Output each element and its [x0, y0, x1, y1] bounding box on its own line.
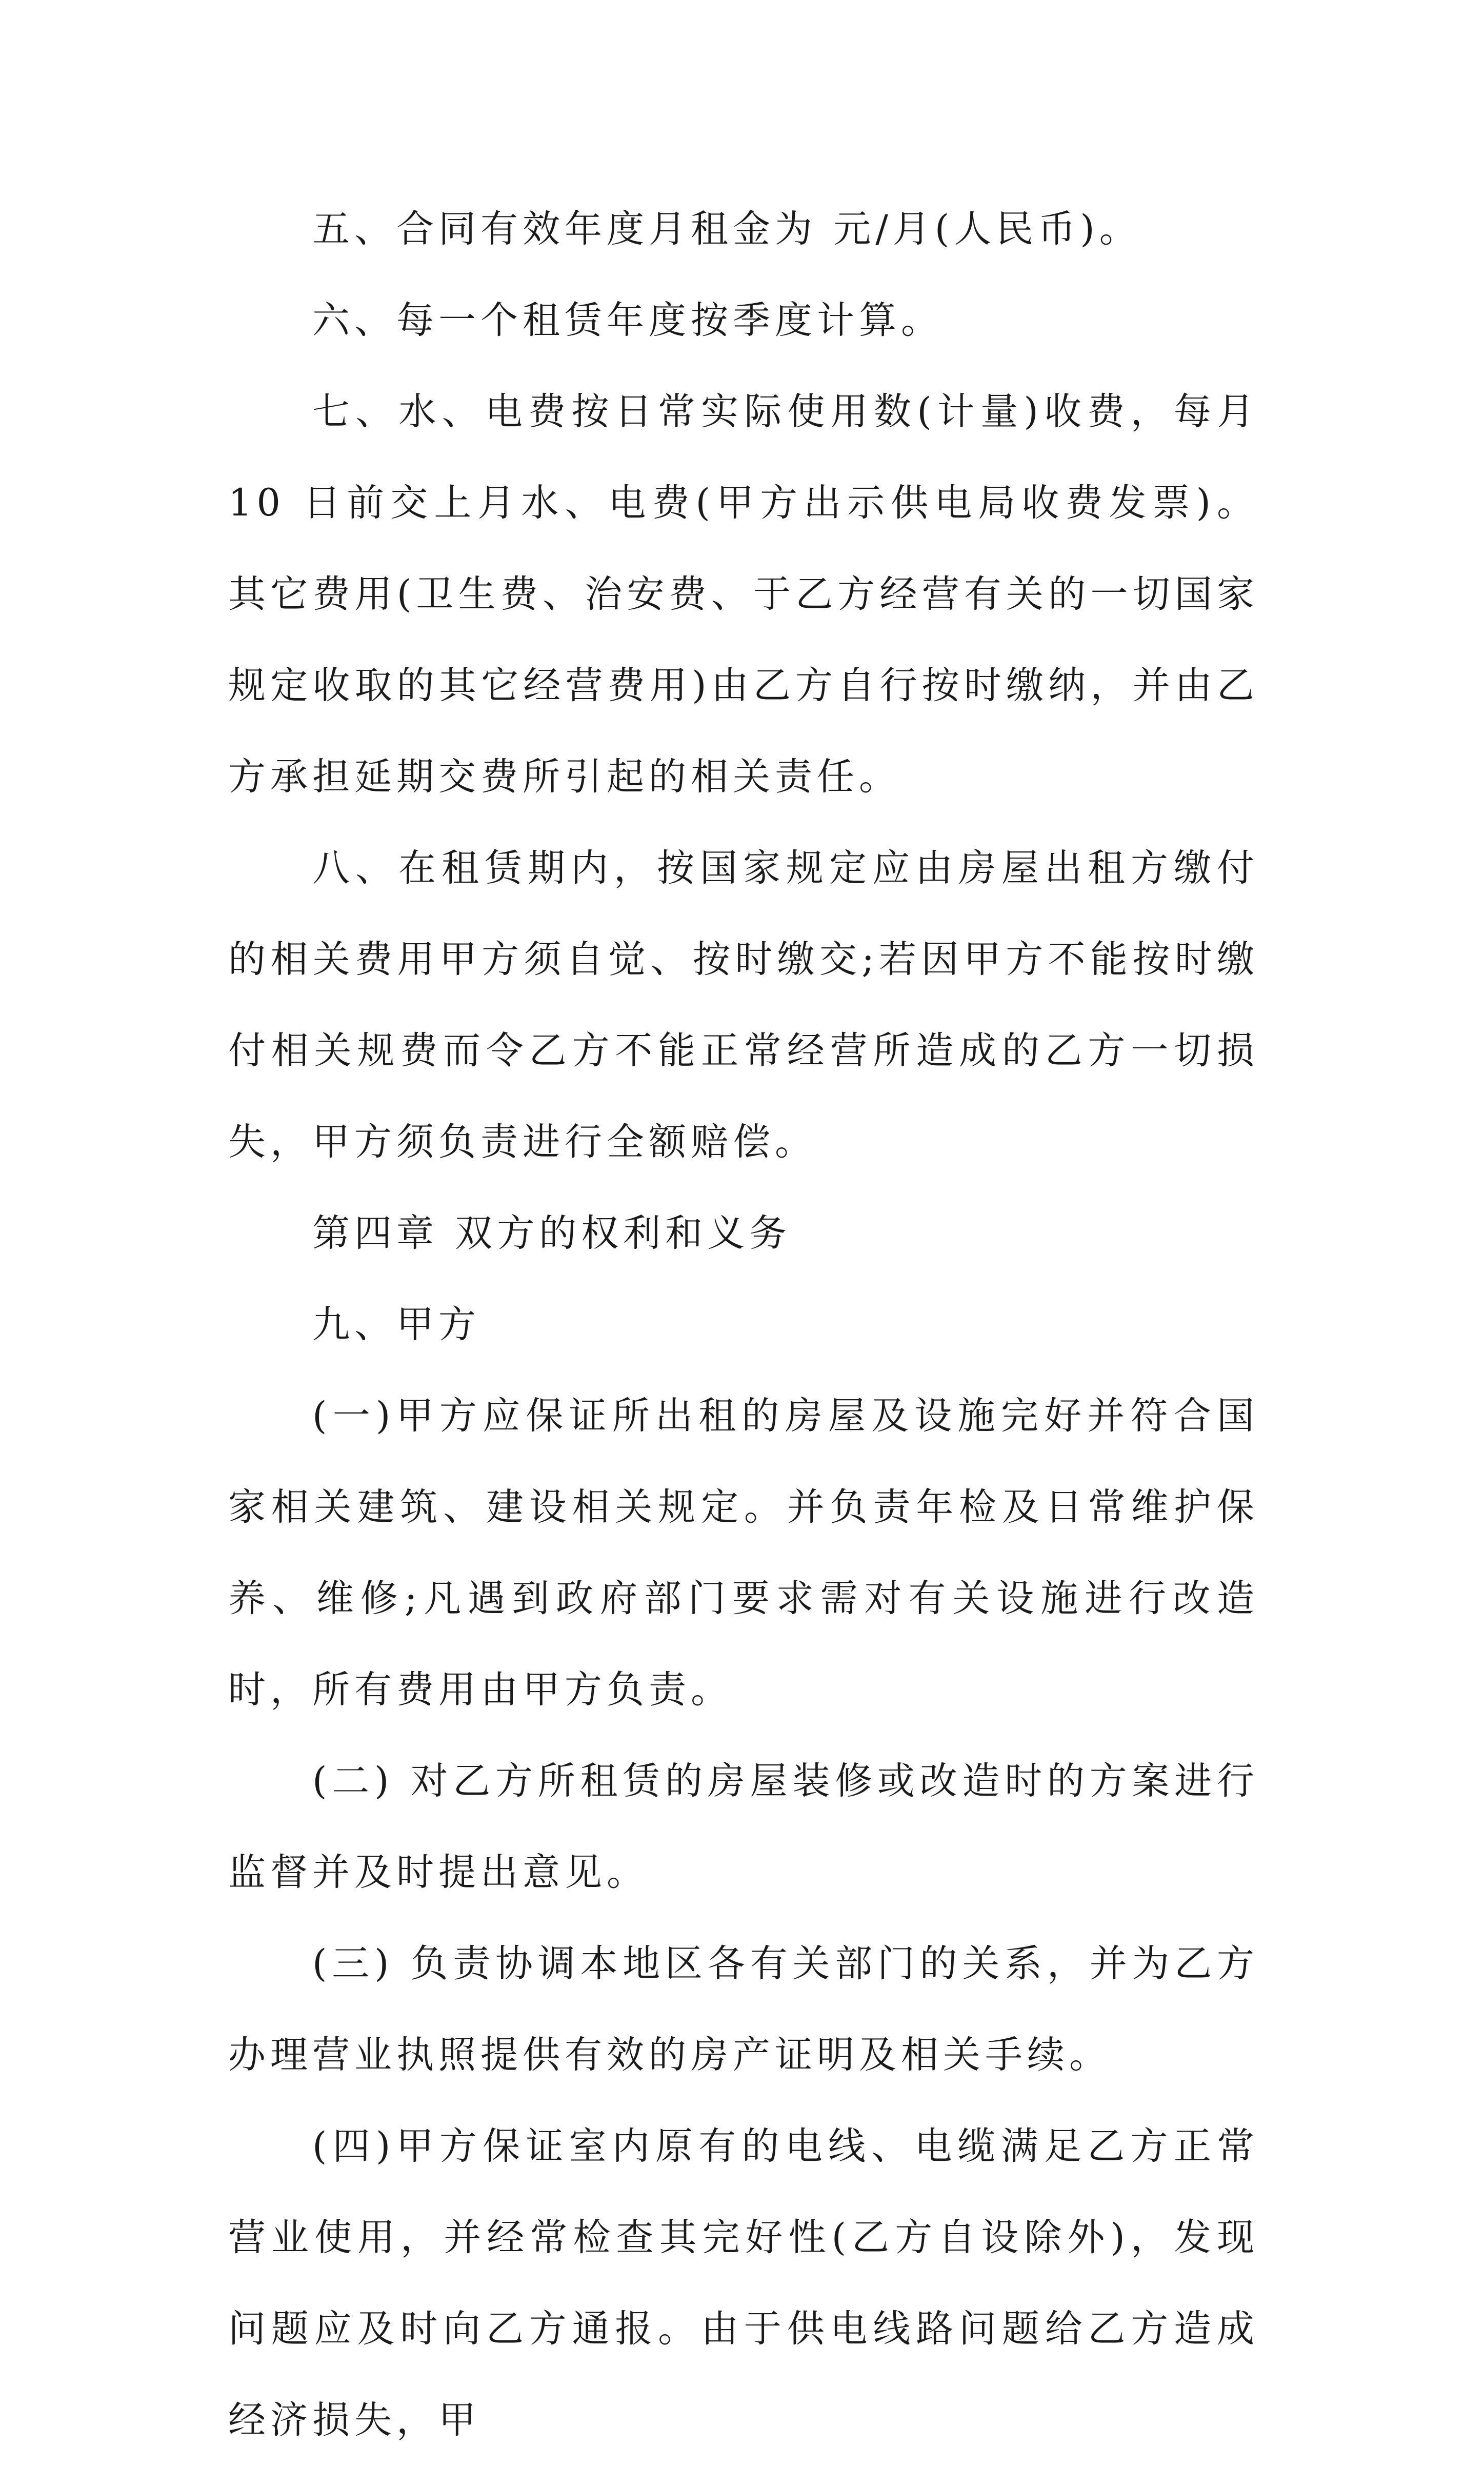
clause-9-item-4: (四)甲方保证室内原有的电线、电缆满足乙方正常营业使用，并经常检查其完好性(乙方自设除外)，发现问题应及时向乙方通报。由于供电线路问题给乙方造成经济损失，甲: [228, 2124, 1259, 2442]
clause-9-item-1: (一)甲方应保证所出租的房屋及设施完好并符合国家相关建筑、建设相关规定。并负责年检及日常维护保养、维修;凡遇到政府部门要求需对有关设施进行改造时，所有费用由甲方负责。: [228, 1394, 1259, 1712]
clause-6-billing-period: 六、每一个租赁年度按季度计算。: [312, 299, 943, 342]
clause-5-rent: 五、合同有效年度月租金为 元/月(人民币)。: [312, 207, 1141, 251]
clause-9-item-3: (三) 负责协调本地区各有关部门的关系，并为乙方办理营业执照提供有效的房产证明及相关手续。: [228, 1942, 1259, 2077]
clause-8-fees: 八、在租赁期内，按国家规定应由房屋出租方缴付的相关费用甲方须自觉、按时缴交;若因甲方不能按时缴付相关规费而令乙方不能正常经营所造成的乙方一切损失，甲方须负责进行全额赔偿。: [228, 846, 1259, 1164]
clause-7-utilities: 七、水、电费按日常实际使用数(计量)收费，每月 10 日前交上月水、电费(甲方出示供电局收费发票)。其它费用(卫生费、治安费、于乙方经营有关的一切国家规定收取的其它经营费用)由乙方自行按时缴纳，并由乙方承担延期交费所引起的相关责任。: [228, 390, 1259, 799]
document-body: [228, 184, 1259, 2466]
clause-9-item-2: (二) 对乙方所租赁的房屋装修或改造时的方案进行监督并及时提出意见。: [228, 1759, 1259, 1894]
clause-9-party-a: 九、甲方: [312, 1303, 480, 1346]
chapter-4-heading: 第四章 双方的权利和义务: [312, 1211, 792, 1255]
